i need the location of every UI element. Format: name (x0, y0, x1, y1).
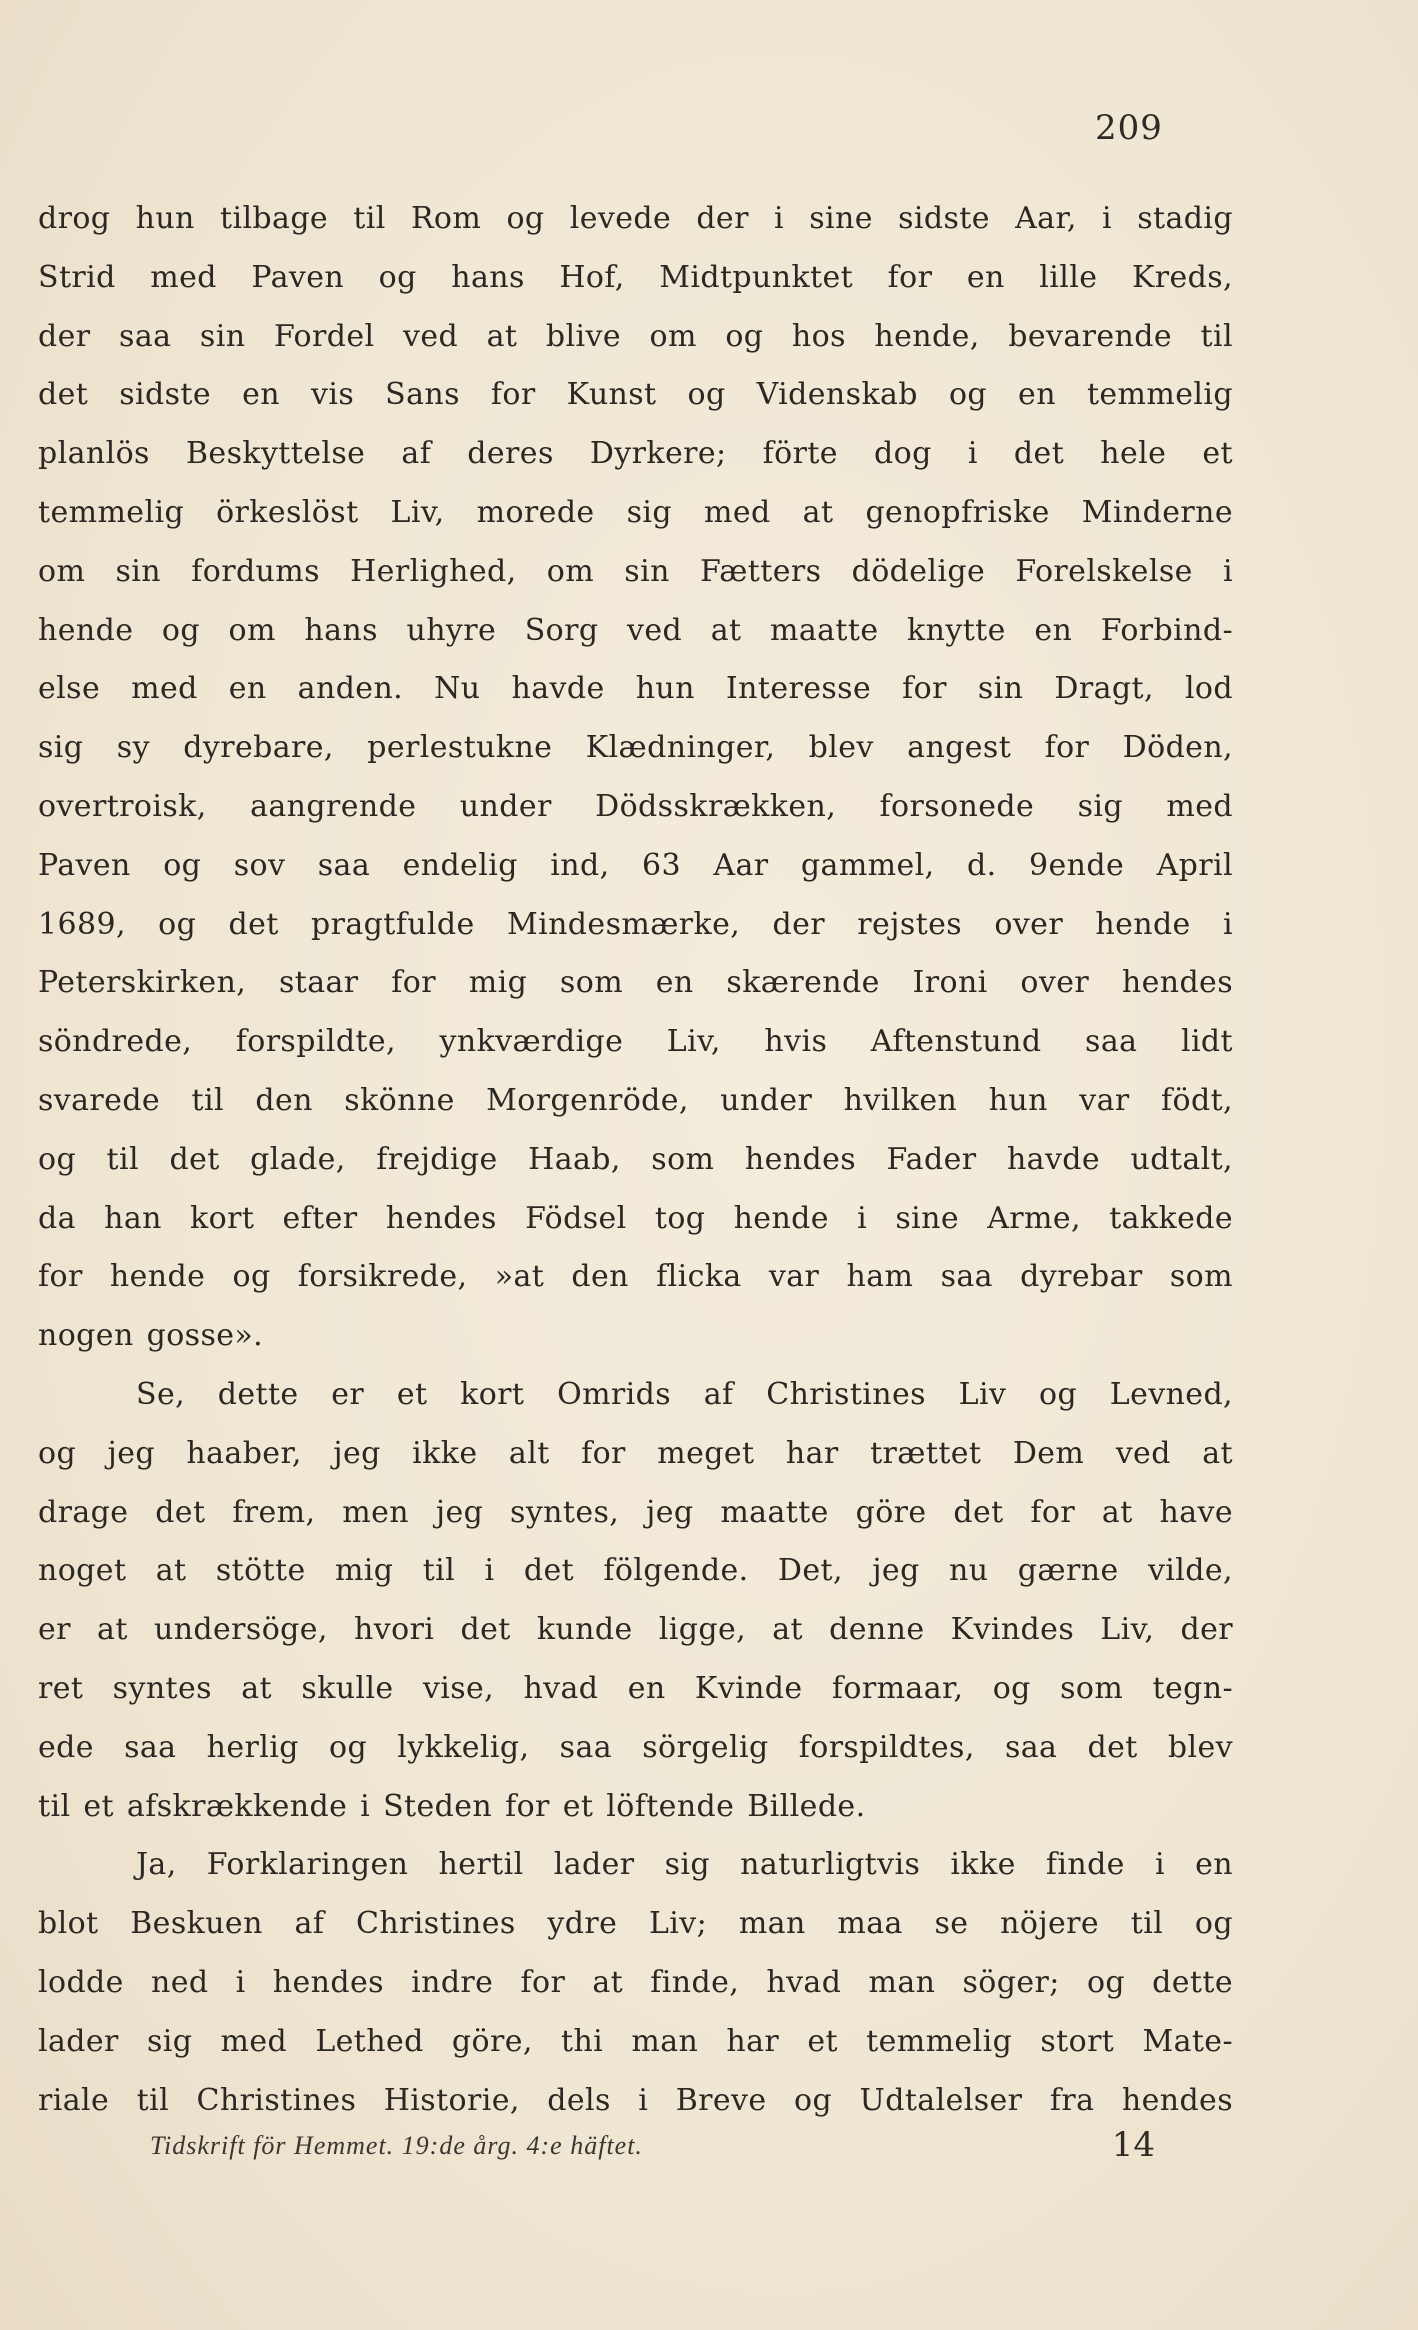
text-line: planlös Beskyttelse af deres Dyrkere; förte dog i det hele et (38, 436, 1233, 472)
paragraph-end-line: nogen gosse». (38, 1318, 264, 1354)
text-line: Strid med Paven og hans Hof, Midtpunktet for en lille Kreds, (38, 259, 1233, 295)
text-line: noget at stötte mig til i det fölgende. Det, jeg nu gærne vilde, (38, 1553, 1233, 1589)
text-line: riale til Christines Historie, dels i Breve og Udtalelser fra hendes (38, 2082, 1233, 2118)
paragraph-start-line: Ja, Forklaringen hertil lader sig naturligtvis ikke finde i en (136, 1847, 1233, 1883)
text-line: sig sy dyrebare, perlestukne Klædninger, blev angest for Döden, (38, 730, 1233, 766)
text-line: söndrede, forspildte, ynkværdige Liv, hvis Aftenstund saa lidt (38, 1024, 1233, 1060)
text-line: Paven og sov saa endelig ind, 63 Aar gammel, d. 9ende April (38, 847, 1233, 883)
text-line: ede saa herlig og lykkelig, saa sörgelig forspildtes, saa det blev (38, 1729, 1233, 1765)
text-line: blot Beskuen af Christines ydre Liv; man maa se nöjere til og (38, 1906, 1233, 1942)
text-line: lodde ned i hendes indre for at finde, hvad man söger; og dette (38, 1964, 1233, 2000)
text-line: svarede til den skönne Morgenröde, under hvilken hun var födt, (38, 1082, 1233, 1118)
text-line: hende og om hans uhyre Sorg ved at maatte knytte en Forbind- (38, 612, 1233, 648)
text-line: er at undersöge, hvori det kunde ligge, at denne Kvindes Liv, der (38, 1612, 1233, 1648)
page-footer (150, 2125, 1155, 2175)
text-line: om sin fordums Herlighed, om sin Fætters dödelige Forelskelse i (38, 553, 1233, 589)
text-line: overtroisk, aangrende under Dödsskrækken, forsonede sig med (38, 788, 1233, 824)
text-line: lader sig med Lethed göre, thi man har et temmelig stort Mate- (38, 2023, 1233, 2059)
journal-signature: Tidskrift för Hemmet. 19:de årg. 4:e häftet. (150, 2131, 643, 2160)
page-number: 209 (1095, 108, 1163, 148)
paragraph-end-line: til et afskrækkende i Steden for et löftende Billede. (38, 1788, 866, 1824)
text-line: og jeg haaber, jeg ikke alt for meget har trættet Dem ved at (38, 1435, 1233, 1471)
text-line: ret syntes at skulle vise, hvad en Kvinde formaar, og som tegn- (38, 1670, 1233, 1706)
text-line: og til det glade, frejdige Haab, som hendes Fader havde udtalt, (38, 1141, 1233, 1177)
text-line: da han kort efter hendes Födsel tog hende i sine Arme, takkede (38, 1200, 1233, 1236)
body-text (38, 190, 1233, 2130)
text-line: else med en anden. Nu havde hun Interesse for sin Dragt, lod (38, 671, 1233, 707)
text-line: drage det frem, men jeg syntes, jeg maatte göre det for at have (38, 1494, 1233, 1530)
text-line: drog hun tilbage til Rom og levede der i sine sidste Aar, i stadig (38, 201, 1233, 236)
text-line: der saa sin Fordel ved at blive om og hos hende, bevarende til (38, 318, 1233, 354)
text-line: Peterskirken, staar for mig som en skærende Ironi over hendes (38, 965, 1233, 1001)
sheet-signature: 14 (1111, 2125, 1155, 2165)
text-line: for hende og forsikrede, »at den flicka var ham saa dyrebar som (38, 1259, 1233, 1295)
paragraph-start-line: Se, dette er et kort Omrids af Christines Liv og Levned, (136, 1376, 1233, 1412)
text-line: 1689, og det pragtfulde Mindesmærke, der rejstes over hende i (38, 906, 1233, 942)
text-line: det sidste en vis Sans for Kunst og Videnskab og en temmelig (38, 377, 1233, 413)
text-line: temmelig örkeslöst Liv, morede sig med at genopfriske Minderne (38, 494, 1233, 530)
